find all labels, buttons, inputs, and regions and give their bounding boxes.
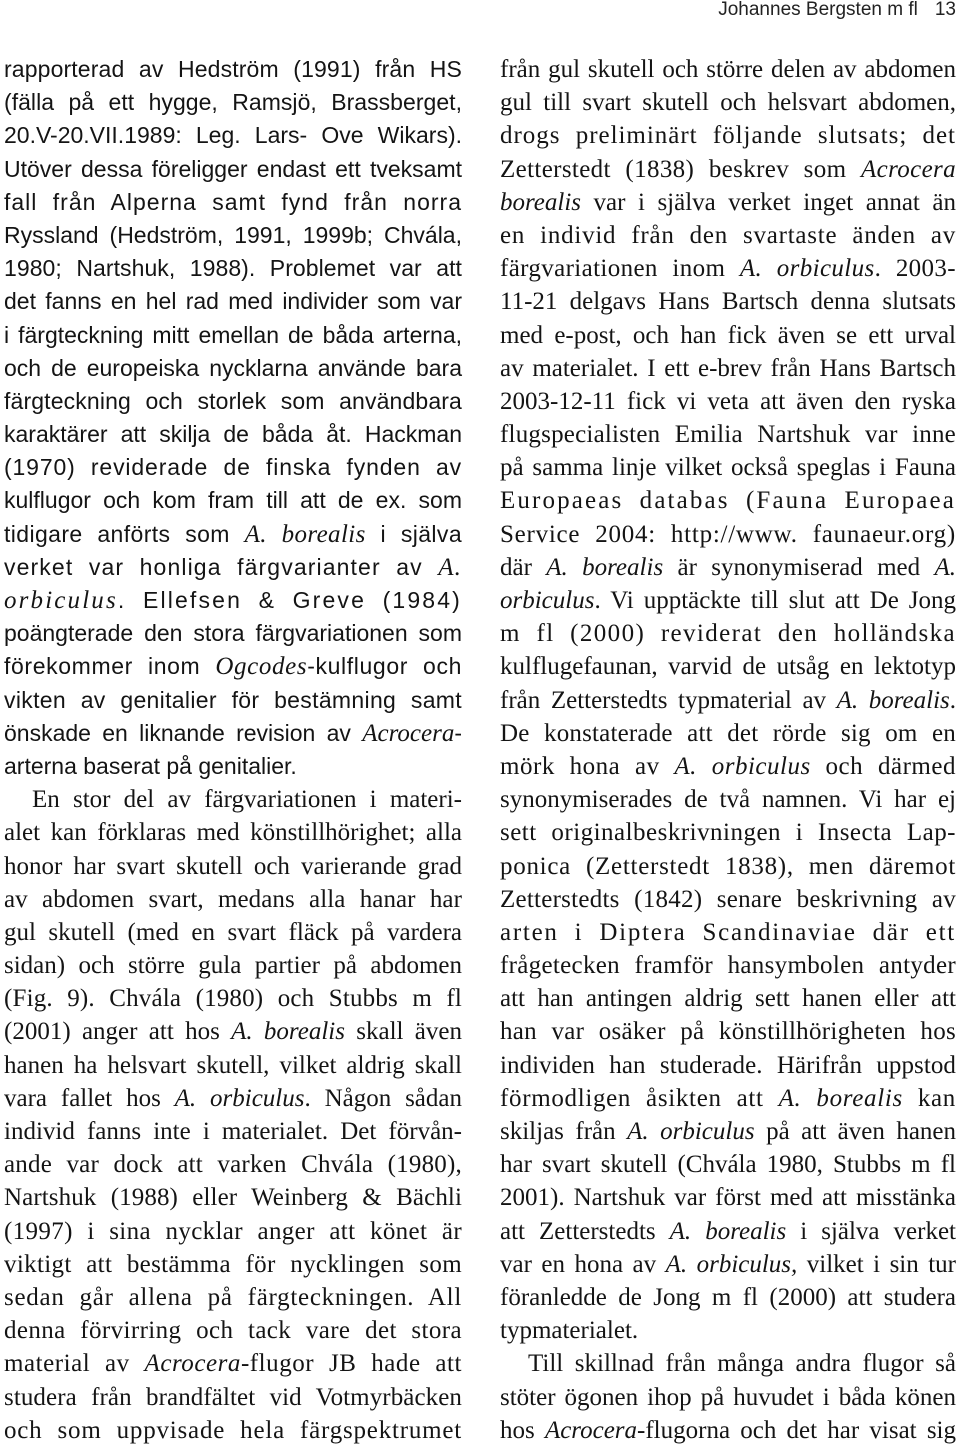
line-text: [4, 620, 462, 646]
line-text: [4, 1218, 462, 1245]
text-run: (1997) i sina nycklar anger att könet är: [4, 1217, 462, 1245]
line-text: [500, 255, 956, 282]
line-text: [4, 853, 462, 880]
text-line: [4, 717, 462, 750]
text-line: [500, 584, 956, 617]
text-run: karaktärer att skilja de båda åt. Hackman: [4, 421, 462, 448]
text-line: [500, 717, 956, 750]
line-text: [500, 753, 956, 780]
text-line: [500, 916, 956, 949]
text-line: [500, 153, 956, 186]
text-run: m fl (2000) reviderat den holländska: [500, 620, 956, 648]
line-text: [4, 1350, 462, 1377]
text-run: sidan) och större gula partier på abdomen: [4, 952, 462, 980]
italic-text-run: A.: [438, 553, 462, 581]
text-line: [4, 1414, 462, 1447]
italic-text-run: Acrocera: [544, 1416, 638, 1444]
text-line: [500, 319, 956, 352]
text-run: hos: [500, 1416, 545, 1444]
line-text: [500, 786, 956, 813]
line-text: [500, 1052, 956, 1079]
line-text: [4, 952, 462, 979]
line-text: [4, 1052, 462, 1079]
line-text: [4, 1417, 462, 1444]
paragraph: [4, 783, 462, 1447]
italic-text-run: A. orbiculus: [674, 752, 811, 780]
text-run: förekommer inom: [4, 653, 216, 680]
text-run: tidigare anförts som: [4, 520, 245, 547]
line-text: [4, 985, 462, 1012]
text-run: -kulflugor och: [307, 653, 462, 680]
text-line: [4, 816, 462, 849]
running-header: [718, 0, 956, 21]
text-run: från gul skutell och större delen av abdomen: [500, 56, 956, 83]
text-line: [4, 1281, 462, 1314]
line-text: [500, 56, 956, 83]
text-run: skall även: [344, 1018, 462, 1046]
line-text: [500, 521, 956, 548]
line-text: [4, 388, 462, 414]
line-text: [4, 122, 462, 148]
text-run: alet kan förklaras med könstillhörighet; alla: [4, 819, 462, 847]
line-text: [4, 156, 462, 182]
text-run: hanen ha helsvart skutell, vilket aldrig skall: [4, 1051, 462, 1079]
text-run: är synonymiserad med: [663, 553, 935, 581]
line-text: [500, 388, 956, 415]
text-line: [500, 650, 956, 683]
text-line: [4, 750, 462, 783]
text-line: [4, 219, 462, 252]
text-line: [500, 617, 956, 650]
text-run: sett originalbeskrivningen i Insecta Lap-: [500, 819, 956, 847]
text-run: Zetterstedt (1838) beskrev som: [500, 155, 862, 183]
line-text: [4, 255, 462, 281]
italic-text-run: A. borealis: [244, 520, 366, 548]
line-text: [500, 222, 956, 249]
line-text: [4, 753, 297, 779]
text-run: arterna baserat på genitalier.: [4, 752, 297, 779]
text-line: [4, 982, 462, 1015]
line-text: [4, 720, 462, 746]
text-run: frågetecken framför hansymbolen antyder: [500, 952, 956, 980]
text-line: [500, 1281, 956, 1314]
italic-text-run: A. borealis: [836, 686, 950, 714]
text-line: [500, 1215, 956, 1248]
line-text: [4, 1184, 462, 1211]
line-text: [500, 1384, 956, 1411]
line-text: [4, 1151, 462, 1178]
text-line: [4, 684, 462, 717]
text-line: [4, 1347, 462, 1380]
text-line: [4, 186, 462, 219]
text-run: -flugor JB hade att: [240, 1350, 462, 1378]
italic-text-run: A. borealis: [669, 1217, 787, 1245]
line-text: [500, 687, 956, 714]
text-run: och därmed: [810, 752, 956, 780]
line-text: [4, 421, 462, 447]
text-line: [4, 86, 462, 119]
text-run: (Fig. 9). Chvála (1980) och Stubbs m fl: [4, 985, 462, 1013]
text-run: 2003-12-11 fick vi veta att även den ryska: [500, 387, 956, 415]
text-run: rapporterad av Hedström (1991) från HS: [4, 56, 462, 82]
text-run: på att även hanen: [754, 1118, 957, 1145]
text-line: [500, 1248, 956, 1281]
line-text: [500, 1018, 956, 1045]
text-run: att Zetterstedts: [500, 1217, 670, 1245]
paragraph: [4, 53, 462, 783]
text-line: [4, 53, 462, 86]
text-run: 1980; Nartshuk, 1988). Problemet var att: [4, 255, 462, 282]
text-line: [4, 949, 462, 982]
text-line: [500, 219, 956, 252]
text-line: [500, 385, 956, 418]
text-line: [500, 551, 956, 584]
line-text: [500, 587, 956, 614]
text-line: [500, 1381, 956, 1414]
text-line: [4, 285, 462, 318]
line-text: [500, 886, 956, 913]
line-text: [4, 355, 462, 381]
text-run: skiljas från: [500, 1118, 628, 1145]
text-run: 11-21 delgavs Hans Bartsch denna slutsats: [500, 288, 956, 316]
text-run: stöter ögonen ihop på huvudet i båda könen: [500, 1383, 956, 1411]
text-run: och de europeiska nycklarna använde bara: [4, 354, 462, 381]
text-line: [500, 119, 956, 152]
text-run: från Zetterstedts typmaterial av: [500, 686, 837, 714]
line-text: [500, 653, 956, 680]
line-text: [500, 1284, 956, 1311]
line-text: [500, 1218, 956, 1245]
italic-text-run: orbiculus: [500, 587, 595, 614]
italic-text-run: orbiculus: [4, 587, 118, 614]
text-run: . Någon sådan: [304, 1084, 463, 1112]
text-run: Till skillnad från många andra flugor så: [528, 1350, 956, 1378]
line-text: [500, 1151, 956, 1178]
text-run: föranledde de Jong m fl (2000) att studera: [500, 1283, 956, 1311]
line-text: [500, 952, 956, 979]
italic-text-run: Acrocera: [861, 155, 956, 183]
line-text: [32, 786, 462, 813]
line-text: [4, 819, 462, 846]
line-text: [4, 653, 462, 679]
text-run: sedan går allena på färgteckningen. All: [4, 1283, 462, 1311]
text-run: .: [949, 686, 956, 714]
text-run: färgvariationen inom: [500, 255, 740, 283]
italic-text-run: Ogcodes: [215, 653, 308, 681]
text-run: i själva verket: [786, 1217, 956, 1245]
text-line: [500, 352, 956, 385]
italic-text-run: A. orbiculus: [739, 255, 875, 283]
text-run: honor har svart skutell och varierande grad: [4, 852, 462, 880]
text-line: [4, 551, 462, 584]
line-text: [528, 1350, 956, 1377]
text-run: han var osäker på könstillhörigheten hos: [500, 1018, 956, 1046]
text-line: [4, 617, 462, 650]
line-text: [500, 189, 956, 216]
text-line: [500, 518, 956, 551]
text-run: individen han studerade. Härifrån uppstod: [500, 1051, 956, 1079]
text-run: Nartshuk (1988) eller Weinberg & Bächli: [4, 1184, 462, 1212]
text-run: och som uppvisade hela färgspektrumet: [4, 1416, 462, 1444]
text-line: [500, 86, 956, 119]
line-text: [500, 156, 956, 183]
right-column: [500, 53, 956, 1447]
text-line: [500, 285, 956, 318]
line-text: [500, 322, 956, 349]
running-head-author: Johannes Bergsten m fl: [718, 0, 918, 20]
text-run: En stor del av färgvariationen i materi-: [32, 786, 462, 814]
text-run: det fanns en hel rad med individer som var: [4, 288, 462, 315]
italic-text-run: A. orbiculus: [627, 1118, 755, 1145]
text-run: förmodligen åsikten att: [500, 1084, 779, 1112]
text-line: [4, 319, 462, 352]
line-text: [4, 1085, 462, 1112]
paragraph: [500, 1347, 956, 1447]
text-run: studera från brandfältet vid Votmyrbäcken: [4, 1383, 462, 1411]
line-text: [4, 919, 462, 946]
text-run: verket var honliga färgvarianter av: [4, 553, 439, 580]
line-text: [4, 487, 462, 513]
line-text: [500, 819, 956, 846]
text-line: [4, 883, 462, 916]
text-line: [500, 53, 956, 86]
text-run: vara fallet hos: [4, 1084, 175, 1112]
line-text: [4, 587, 462, 613]
line-text: [4, 454, 462, 480]
text-run: ponica (Zetterstedt 1838), men däremot: [500, 852, 956, 880]
text-line: [500, 186, 956, 219]
text-line: [4, 418, 462, 451]
text-run: kulflugefaunan, varvid de utsåg en lektotyp: [500, 653, 956, 681]
left-column: [4, 53, 462, 1447]
text-run: ande var dock att varken Chvála (1980),: [4, 1151, 462, 1179]
line-text: [500, 1251, 956, 1278]
text-run: vikten av genitalier för bestämning samt: [4, 686, 462, 713]
text-run: denna förvirring och tack vare det stora: [4, 1317, 462, 1345]
text-run: Ryssland (Hedström, 1991, 1999b; Chvála,: [4, 221, 462, 248]
text-line: [500, 1082, 956, 1115]
line-text: [500, 1317, 638, 1344]
text-run: i själva: [365, 520, 462, 547]
text-line: [500, 750, 956, 783]
text-line: [4, 153, 462, 186]
italic-text-run: borealis: [500, 188, 582, 216]
text-run: . 2003-: [874, 255, 956, 283]
line-text: [4, 189, 462, 215]
line-text: [4, 886, 462, 913]
line-text: [500, 554, 956, 581]
text-run: . Ellefsen & Greve (1984): [117, 587, 462, 613]
text-line: [4, 850, 462, 883]
text-run: (fälla på ett hygge, Ramsjö, Brassberget,: [4, 89, 462, 116]
text-run: . Vi upptäckte till slut att De Jong: [594, 587, 956, 614]
text-run: (1970) reviderade de finska fynden av: [4, 454, 462, 481]
text-line: [500, 883, 956, 916]
text-run: Zetterstedts (1842) senare beskrivning av: [500, 885, 956, 913]
line-text: [4, 521, 462, 547]
text-run: typmaterialet.: [500, 1317, 639, 1345]
text-line: [4, 518, 462, 551]
italic-text-run: Acrocera: [362, 719, 455, 747]
text-line: [4, 783, 462, 816]
text-run: De konstaterade att det rörde sig om en: [500, 719, 956, 747]
text-run: -flugorna och det har visat sig: [637, 1416, 957, 1444]
text-run: individ fanns inte i materialet. Det förvån-: [4, 1118, 462, 1145]
text-line: [4, 1248, 462, 1281]
text-line: [500, 1115, 956, 1148]
text-run: av abdomen svart, medans alla hanar har: [4, 885, 462, 913]
paragraph: [500, 53, 956, 1347]
text-run: på samma linje vilket också speglas i Fauna: [500, 454, 956, 482]
text-run: material av: [4, 1350, 145, 1378]
line-text: [4, 1284, 462, 1311]
line-text: [500, 620, 956, 647]
line-text: [4, 89, 462, 115]
text-run: Utöver dessa föreligger endast ett tveksamt: [4, 155, 462, 182]
text-line: [4, 484, 462, 517]
text-run: 20.V-20.VII.1989: Leg. Lars- Ove Wikars).: [4, 122, 462, 149]
text-line: [4, 451, 462, 484]
text-run: färgteckning och storlek som användbara: [4, 387, 462, 414]
text-line: [4, 1181, 462, 1214]
text-line: [4, 252, 462, 285]
text-run: 2001). Nartshuk var först med att misstänka: [500, 1184, 956, 1212]
line-text: [500, 122, 956, 149]
text-run: gul skutell (med en svart fläck på vardera: [4, 918, 462, 946]
line-text: [4, 687, 462, 713]
text-run: av materialet. I ett e-brev från Hans Bartsch: [500, 354, 956, 382]
italic-text-run: Acrocera: [144, 1350, 241, 1378]
line-text: [500, 355, 956, 382]
italic-text-run: A. borealis: [231, 1018, 345, 1046]
line-text: [500, 1184, 956, 1211]
line-text: [500, 288, 956, 315]
text-line: [4, 352, 462, 385]
line-text: [500, 985, 956, 1012]
text-line: [4, 119, 462, 152]
text-line: [4, 1115, 462, 1148]
line-text: [4, 1118, 462, 1145]
text-run: fall från Alperna samt fynd från norra: [4, 188, 462, 215]
text-line: [4, 1015, 462, 1048]
line-text: [500, 1417, 956, 1444]
text-line: [4, 1082, 462, 1115]
text-line: [500, 1015, 956, 1048]
text-run: flugspecialisten Emilia Nartshuk var inne: [500, 421, 956, 449]
text-line: [500, 451, 956, 484]
italic-text-run: A. borealis: [778, 1084, 903, 1112]
text-line: [4, 1314, 462, 1347]
text-run: var i själva verket inget annat än: [581, 188, 956, 216]
text-run: med e-post, och han fick även se ett urval: [500, 321, 956, 349]
text-run: viktigt att bestämma för nycklingen som: [4, 1250, 462, 1278]
text-run: kan: [902, 1084, 956, 1112]
line-text: [4, 1251, 462, 1278]
text-line: [500, 850, 956, 883]
text-line: [500, 1347, 956, 1380]
text-line: [500, 1314, 956, 1347]
line-text: [4, 1018, 462, 1045]
text-line: [4, 1049, 462, 1082]
page-number: 13: [934, 0, 956, 20]
text-run: en individ från den svartaste änden av: [500, 221, 956, 249]
italic-text-run: A. orbiculus: [174, 1084, 305, 1112]
text-line: [500, 684, 956, 717]
text-line: [500, 1148, 956, 1181]
text-run: poängterade den stora färgvariationen som: [4, 620, 462, 647]
line-text: [500, 89, 956, 116]
text-line: [500, 949, 956, 982]
text-run: Service 2004: http://www. faunaeur.org): [500, 520, 956, 548]
text-run: -: [454, 719, 462, 746]
line-text: [500, 853, 956, 880]
text-run: har svart skutell (Chvála 1980, Stubbs m fl: [500, 1151, 956, 1179]
line-text: [500, 720, 956, 747]
text-run: där: [500, 553, 547, 581]
text-line: [500, 1414, 956, 1447]
text-line: [500, 1181, 956, 1214]
text-run: var en hona av: [500, 1250, 666, 1278]
line-text: [500, 487, 956, 514]
text-line: [500, 484, 956, 517]
text-run: mörk hona av: [500, 752, 675, 780]
text-line: [4, 584, 462, 617]
text-run: drogs preliminärt följande slutsats; det: [500, 122, 956, 150]
line-text: [4, 288, 462, 314]
text-run: kulflugor och kom fram till att de ex. som: [4, 487, 462, 514]
text-line: [4, 1148, 462, 1181]
text-run: i färgteckning mitt emellan de båda arterna,: [4, 321, 462, 348]
italic-text-run: A. orbiculus,: [665, 1250, 798, 1278]
text-run: (2001) anger att hos: [4, 1018, 232, 1046]
text-line: [4, 1381, 462, 1414]
italic-text-run: A.: [934, 553, 956, 581]
line-text: [4, 222, 462, 248]
text-run: önskade en liknande revision av: [4, 719, 363, 746]
text-line: [500, 252, 956, 285]
text-run: vilket i sin tur: [797, 1250, 956, 1278]
text-run: synonymiserades de två namnen. Vi har ej: [500, 786, 956, 814]
text-line: [500, 816, 956, 849]
line-text: [4, 322, 462, 348]
text-line: [4, 650, 462, 683]
text-run: gul till svart skutell och helsvart abdomen,: [500, 89, 956, 117]
line-text: [4, 56, 462, 82]
text-line: [500, 982, 956, 1015]
line-text: [500, 421, 956, 448]
text-line: [500, 783, 956, 816]
line-text: [4, 554, 462, 580]
text-line: [500, 1049, 956, 1082]
line-text: [500, 454, 956, 481]
line-text: [500, 1085, 956, 1112]
text-line: [4, 1215, 462, 1248]
text-line: [500, 418, 956, 451]
text-run: att han antingen aldrig sett hanen eller att: [500, 985, 956, 1013]
line-text: [500, 919, 956, 946]
line-text: [500, 1118, 956, 1145]
line-text: [4, 1384, 462, 1411]
line-text: [4, 1317, 462, 1344]
italic-text-run: A. borealis: [546, 553, 664, 581]
text-run: Europaeas databas (Fauna Europaea: [500, 487, 956, 515]
text-run: arten i Diptera Scandinaviae där ett: [500, 918, 956, 946]
text-line: [4, 916, 462, 949]
text-line: [4, 385, 462, 418]
